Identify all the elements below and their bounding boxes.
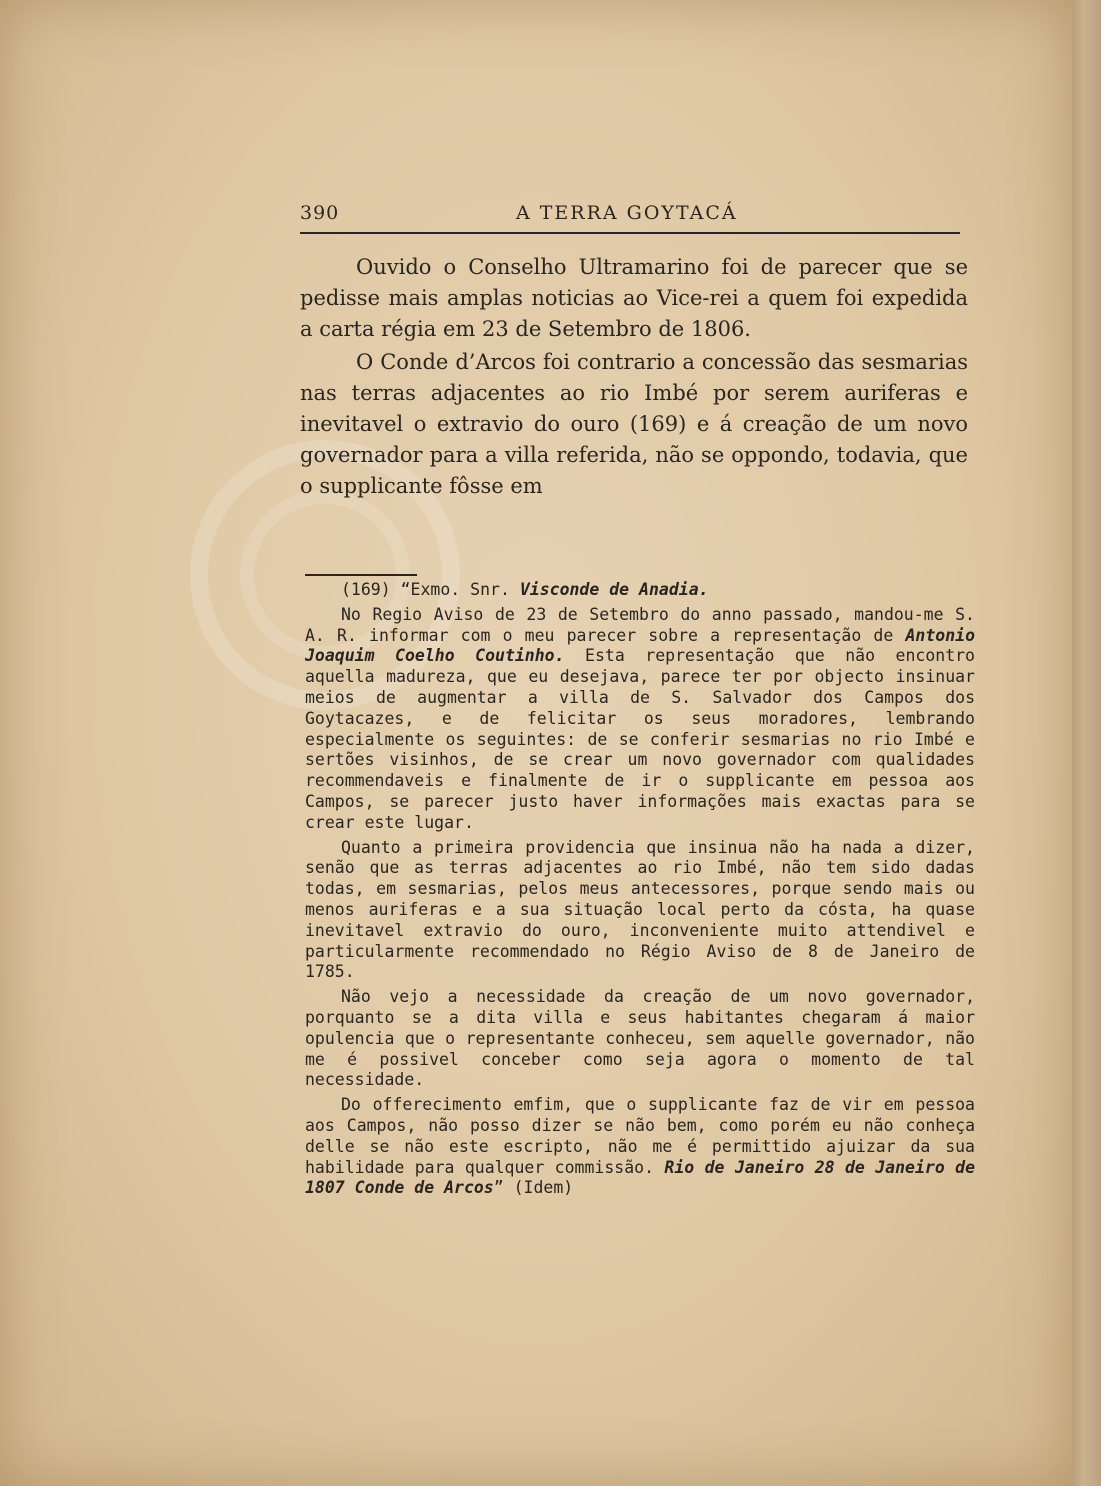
footnote-paragraph (305, 1095, 975, 1199)
page-header (300, 202, 960, 234)
signature-line: Rio de Janeiro 28 de Janeiro de 1807 Conde de Arcos (305, 1157, 976, 1198)
running-title: A TERRA GOYTACÁ (516, 202, 738, 224)
body-paragraph: Ouvido o Conselho Ultramarino foi de parecer que se pedisse mais amplas noticias ao Vice-rei a quem foi expedida a carta régia em 23 de Setembro de 1806. (300, 255, 968, 341)
footnote-text: No Regio Aviso de 23 de Setembro do anno passado, mandou-me S. A. R. informar com o meu parecer sobre a representação de (305, 604, 975, 645)
footnote-marker: (169) “Exmo. Snr. (341, 580, 510, 599)
footnote-separator (305, 574, 417, 576)
footnote-source: ” (Idem) (493, 1178, 574, 1198)
page-number: 390 (300, 202, 340, 224)
addressee-name: Visconde de Anadia. (519, 580, 709, 599)
footnote-paragraph (305, 605, 975, 834)
footnote-paragraph: Não vejo a necessidade da creação de um novo governador, porquanto se a dita villa e seus habitantes chegaram á maior opulencia que o representante conheceu, sem aquelle governador, não me é possivel conceber como seja agora o momento de tal necessidade. (305, 987, 975, 1090)
body-paragraph: O Conde d’Arcos foi contrario a concessão das sesmarias nas terras adjacentes ao rio Imbé por serem auriferas e inevitavel o extravio do ouro (169) e á creação de um novo governador para a villa referida, não se oppondo, todavia, que o supplicante fôsse em (300, 350, 968, 498)
petitioner-name: Antonio Joaquim Coelho Coutinho. (305, 625, 976, 666)
footnote-paragraph: Quanto a primeira providencia que insinua não ha nada a dizer, senão que as terras adjacentes ao rio Imbé, não tem sido dadas todas, em sesmarias, pelos meus antecessores, porque sendo mais ou menos auriferas e a sua situação local perto da cósta, ha quase inevitavel extravio do ouro, inconveniente muito attendivel e particularmente recommendado no Régio Aviso de 8 de Janeiro de 1785. (305, 837, 975, 982)
footnote-169 (305, 580, 975, 1199)
body-text (300, 252, 968, 502)
page-edge (1072, 0, 1101, 1486)
footnote-paragraph (305, 580, 975, 601)
footnote-text: Do offerecimento emfim, que o supplicante faz de vir em pessoa aos Campos, não posso dizer se não bem, como porém eu não conheça delle se não este escripto, não me é permittido ajuizar da sua habilidade para qualquer commissão. (305, 1095, 975, 1177)
footnote-text: Esta representação que não encontro aquella madureza, que eu desejava, parece ter por objecto insinuar meios de augmentar a villa de S. Salvador dos Campos dos Goytacazes, e de felicitar os seus moradores, lembrando especialmente os seguintes: de se conferir sesmarias no rio Imbé e sertões visinhos, de se crear um novo governador com qualidades recommendaveis e finalmente de ir o supplicante em pessoa aos Campos, se parecer justo haver informações mais exactas para se crear este lugar. (305, 646, 975, 832)
